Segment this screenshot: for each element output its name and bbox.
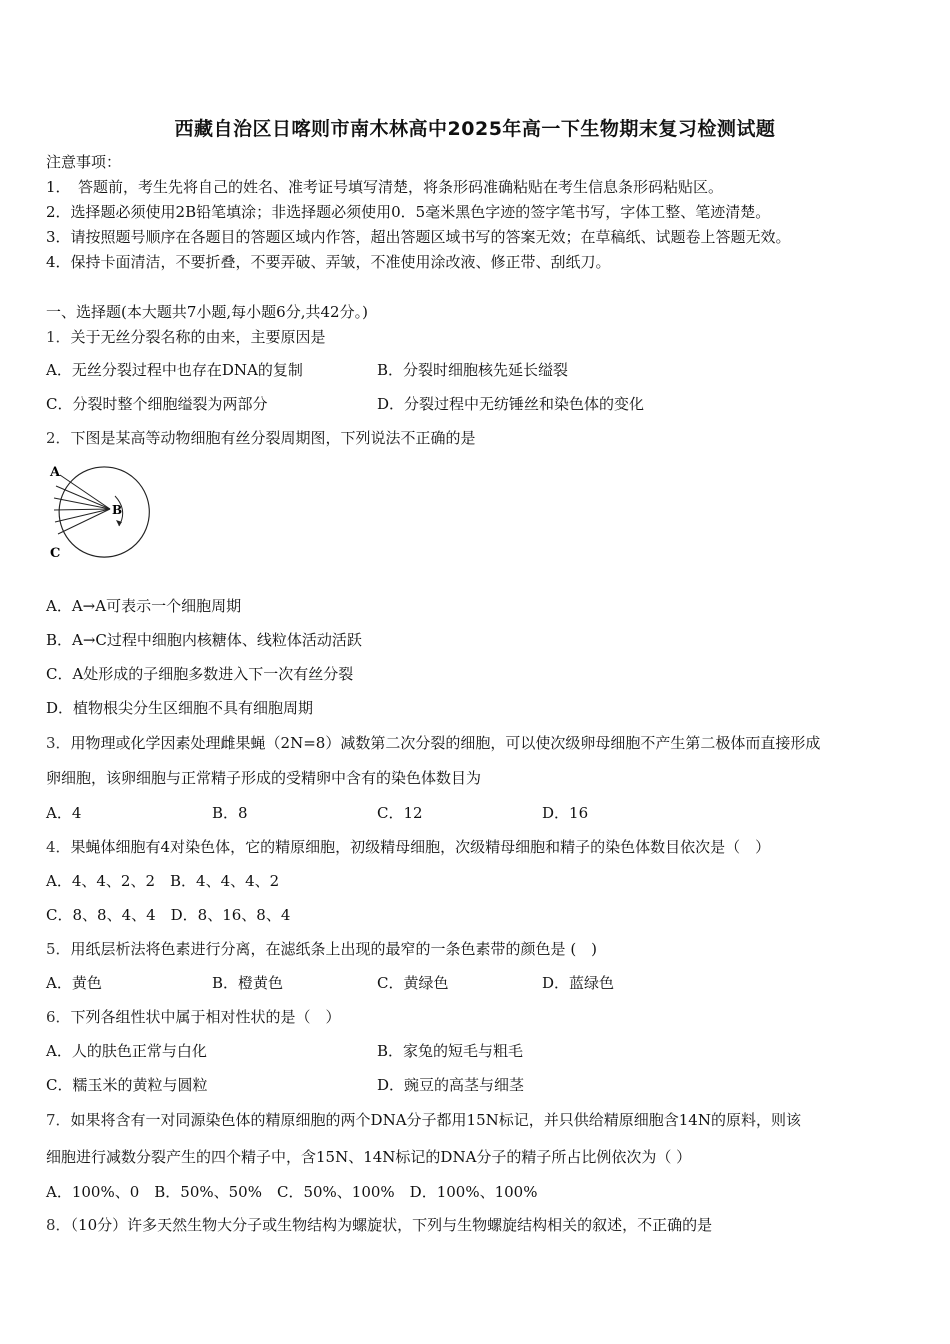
question-number: 2．	[46, 429, 71, 447]
question-stem: 如果将含有一对同源染色体的精原细胞的两个DNA分子都用15N标记，并只供给精原细胞含14N的原料，则该	[70, 1111, 801, 1129]
page-title: 西藏自治区日喀则市南木林高中2025年高一下生物期末复习检测试题	[174, 118, 776, 140]
diagram-label-b: B	[112, 503, 123, 517]
question-stem: 果蝇体细胞有4对染色体，它的精原细胞，初级精母细胞，次级精母细胞和精子的染色体数目依次是（ ）	[70, 838, 771, 856]
q3-option-b: B．8	[212, 804, 248, 822]
question-number: 7．	[46, 1111, 71, 1129]
q2-option-a: A．A→A可表示一个细胞周期	[46, 597, 242, 615]
section-heading: 一、选择题(本大题共7小题,每小题6分,共42分。)	[46, 303, 368, 321]
notice-item-1: 1． 答题前，考生先将自己的姓名、准考证号填写清楚，将条形码准确粘贴在考生信息条形码粘贴区。	[46, 178, 724, 196]
question-1	[46, 327, 326, 347]
question-stem: 下列各组性状中属于相对性状的是（ ）	[70, 1008, 341, 1026]
question-number: 1．	[46, 328, 71, 346]
cycle-rays	[54, 475, 110, 534]
q1-option-b: B．分裂时细胞核先延长缢裂	[377, 361, 569, 379]
q5-option-c: C．黄绿色	[377, 974, 449, 992]
q1-option-c: C．分裂时整个细胞缢裂为两部分	[46, 395, 268, 413]
q2-option-b: B．A→C过程中细胞内核糖体、线粒体活动活跃	[46, 631, 362, 649]
cell-cycle-diagram	[46, 462, 166, 562]
question-2	[46, 428, 476, 448]
question-number: 5．	[46, 940, 71, 958]
question-stem: 用纸层析法将色素进行分离，在滤纸条上出现的最窄的一条色素带的颜色是 ( )	[70, 940, 598, 958]
q7-options: A．100%、0 B．50%、50% C．50%、100% D．100%、100%	[46, 1183, 538, 1201]
question-7	[46, 1110, 801, 1130]
question-stem: 下图是某高等动物细胞有丝分裂周期图，下列说法不正确的是	[70, 429, 476, 447]
question-number: 8．	[46, 1216, 71, 1234]
question-7-continued: 细胞进行减数分裂产生的四个精子中，含15N、14N标记的DNA分子的精子所占比例依次为（ ）	[46, 1148, 692, 1166]
question-8	[46, 1215, 712, 1235]
q3-option-d: D．16	[542, 804, 589, 822]
question-number: 3．	[46, 734, 71, 752]
q5-option-a: A．黄色	[46, 974, 102, 992]
question-stem: 用物理或化学因素处理雌果蝇（2N=8）减数第二次分裂的细胞，可以使次级卵母细胞不产生第二极体而直接形成	[70, 734, 821, 752]
question-4	[46, 837, 770, 857]
q3-option-a: A．4	[46, 804, 82, 822]
q1-option-a: A．无丝分裂过程中也存在DNA的复制	[46, 361, 303, 379]
q6-option-d: D．豌豆的高茎与细茎	[377, 1076, 525, 1094]
question-3-continued: 卵细胞，该卵细胞与正常精子形成的受精卵中含有的染色体数目为	[46, 769, 482, 787]
notice-heading: 注意事项：	[46, 153, 122, 171]
q5-option-d: D．蓝绿色	[542, 974, 615, 992]
question-number: 4．	[46, 838, 71, 856]
q2-option-c: C．A处形成的子细胞多数进入下一次有丝分裂	[46, 665, 354, 683]
q3-option-c: C．12	[377, 804, 423, 822]
q4-options-cd: C．8、8、4、4 D．8、16、8、4	[46, 906, 291, 924]
q2-option-d: D．植物根尖分生区细胞不具有细胞周期	[46, 699, 314, 717]
q4-options-ab: A．4、4、2、2 B．4、4、4、2	[46, 872, 280, 890]
q6-option-a: A．人的肤色正常与白化	[46, 1042, 207, 1060]
diagram-label-c: C	[50, 546, 61, 561]
q5-option-b: B．橙黄色	[212, 974, 284, 992]
question-6	[46, 1007, 341, 1027]
question-number: 6．	[46, 1008, 71, 1026]
question-stem: 关于无丝分裂名称的由来，主要原因是	[70, 328, 326, 346]
q1-option-d: D．分裂过程中无纺锤丝和染色体的变化	[377, 395, 645, 413]
notice-item-2: 2．选择题必须使用2B铅笔填涂；非选择题必须使用0．5毫米黑色字迹的签字笔书写，字体工整、笔迹清楚。	[46, 203, 771, 221]
question-5	[46, 939, 597, 959]
notice-item-4: 4．保持卡面清洁，不要折叠，不要弄破、弄皱，不准使用涂改液、修正带、刮纸刀。	[46, 253, 611, 271]
question-stem: （10分）许多天然生物大分子或生物结构为螺旋状，下列与生物螺旋结构相关的叙述，不正确的是	[70, 1216, 713, 1234]
q6-option-c: C．糯玉米的黄粒与圆粒	[46, 1076, 208, 1094]
notice-item-3: 3．请按照题号顺序在各题目的答题区域内作答，超出答题区域书写的答案无效；在草稿纸、试题卷上答题无效。	[46, 228, 791, 246]
question-3	[46, 733, 820, 753]
q6-option-b: B．家兔的短毛与粗毛	[377, 1042, 524, 1060]
diagram-label-a: A	[50, 465, 61, 480]
